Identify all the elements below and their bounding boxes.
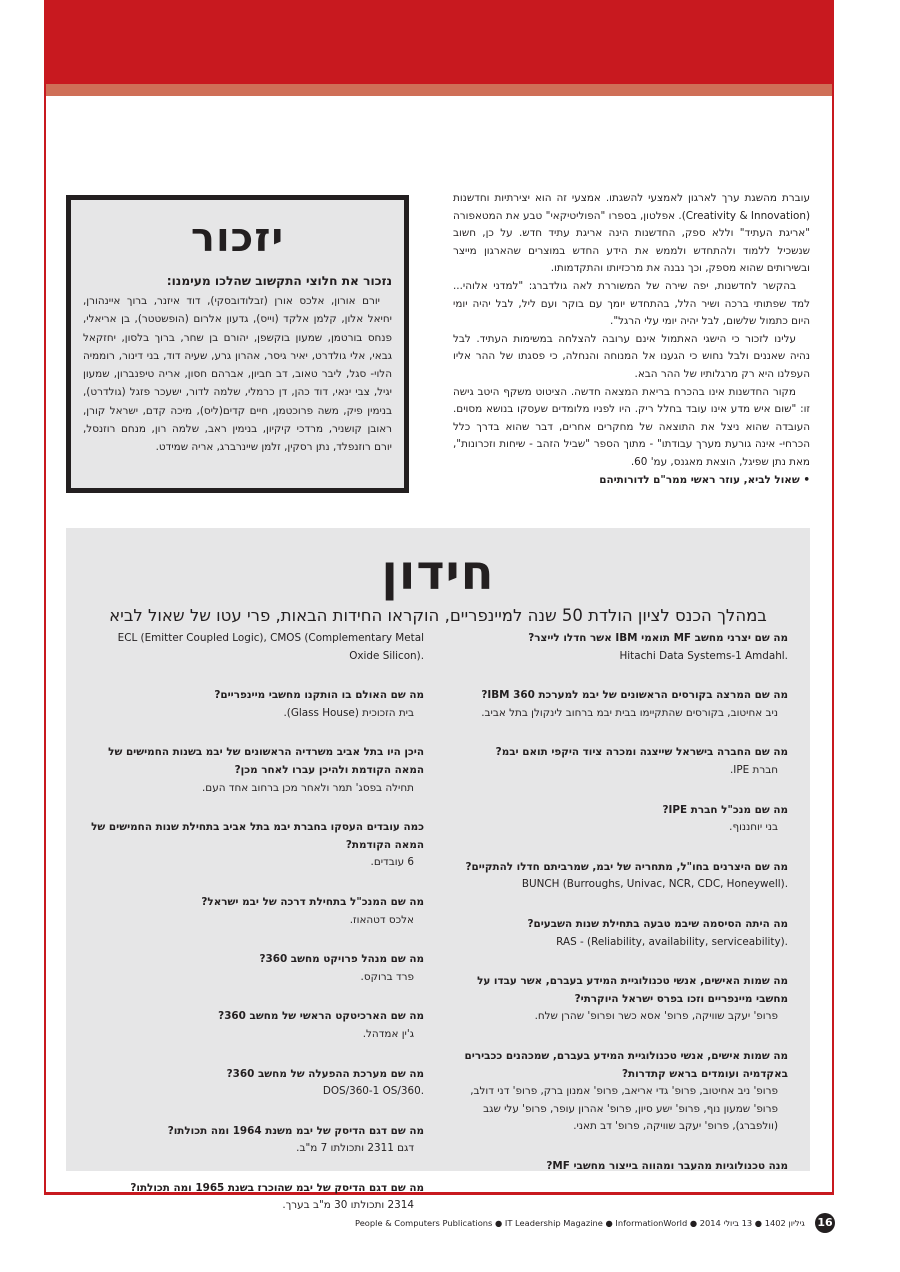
quiz-item [88,1123,424,1158]
quiz-item [88,1180,424,1215]
quiz-question: מה שם דגם הדיסק של יבמ שהוכרז בשנת 1965 ומה תכולתו? [130,1181,424,1194]
quiz-answer: דגם 2311 ותכולתו 7 מ"ב. [296,1142,414,1155]
quiz-question: מה שמות האישים, אנשי טכנולוגיית המידע בעברם, אשר עבדו על מחשבי מיינפריים וזכו בפרס ישראל היוקרתי? [477,975,788,1005]
article-text [453,190,810,489]
quiz-item [452,1158,788,1176]
quiz-box [66,528,810,1212]
quiz-item [452,1048,788,1136]
quiz-answer: פרופ' ניב אחיטוב, פרופ' גדי אריאב, פרופ' אמנון ברק, פרופ' דני דולב, פרופ' שמעון נוף, פרופ' ישע סיון, פרופ' אהרון עופר, פרופ' עלי שגב (וולפברג), פרופ' יעקב שוויקה, פרופ' דב תאני. [470,1085,778,1133]
quiz-answer: RAS - (Reliability, availability, serviceability). [556,935,788,948]
quiz-answer: ניב אחיטוב, בקורסים שהתקיימו בבית יבמ ברחוב לינקולן בתל אביב. [481,706,778,719]
quiz-item [452,744,788,779]
article-paragraph: מקור החדשנות אינו בהכרח בריאת המצאה חדשה. הציטוט משקף היטב גישה זו: "שום איש מדע אינו עובד בחלל ריק. היו לפניו מלומדים שעסקו בנושא מסוים. העובדה שהוא ניצל את התוצאה של מחקרים אחרים, דבר שהוא בדרך כלל הכרחי- אינה גורעת מערך עבודתו" - מתוך הספר "שביל הזהב - שיחות וזכרונות", מאת נתן שפיגל, הוצאת מאגנס, עמ' 60. [453,385,810,468]
quiz-question: מה שם החברה בישראל שייצגה ומכרה ציוד היקפי תואם יבמ? [495,746,788,759]
quiz-answer: אלכס דטהאוז. [349,913,414,926]
quiz-answer: פרד ברוקס. [360,970,414,983]
quiz-answer: חברת IPE. [729,763,778,776]
quiz-question: מה שם מערכת ההפעלה של מחשב 360? [226,1067,424,1080]
quiz-question: מה שם מנהל פרויקט מחשב 360? [259,953,424,966]
article-paragraph: עוברת מהשגת ערך לארגון לאמצעי להשגתו. אמצעי זה הוא יצירתיות וחדשנות (Creativity & Innovation). אפלטון, בספרו "הפוליטיקאי" טבע את המטאפורה "אריגת העתיד" וללא ספק, החדשנות הינה אריגת עתיד חדש. על כן, חשוב שנשכיל ללמוד ולהתחדש ולממש את הידע החדש במוצרים שהארגון מייצר ובשירותים שהוא מספק, וכך נבנה את מרכזיותו והתקדמותו. [453,192,811,275]
top-accent-stripe [44,84,834,96]
quiz-item [452,630,788,665]
quiz-right-column [452,630,788,1197]
quiz-answer: BUNCH (Burroughs, Univac, NCR, CDC, Honeywell). [521,878,788,891]
quiz-answer: 6 עובדים. [370,856,414,869]
quiz-answer: פרופ' יעקב שוויקה, פרופ' אסא כשר ופרופ' שהרן שלח. [534,1010,778,1023]
quiz-question: היכן היו בתל אביב משרדיה הראשונים של יבמ בשנות החמישים של המאה הקודמת ולהיכן עברו לאחר מכן? [108,746,424,776]
quiz-answer: Hitachi Data Systems-1 Amdahl. [619,649,788,662]
footer-text: People & Computers Publications ● IT Leadership Magazine ● InformationWorld ● 2014 גיליון 1402 ● 13 ביולי [355,1218,805,1228]
article-byline: • שאול לביא, עוזר ראשי ממר"ם לדורותיהם [599,473,810,486]
quiz-question: מה שם מנכ"ל חברת IPE? [662,803,788,816]
quiz-question: מנה טכנולוגיות מהעבר ומהווה בייצור מחשבי MF? [546,1159,788,1172]
quiz-item [88,819,424,872]
quiz-item [88,630,424,665]
quiz-answer: ECL (Emitter Coupled Logic), CMOS (Complementary Metal Oxide Silicon). [117,632,424,662]
quiz-answer: 2314 ותכולתו 30 מ"ב בערך. [282,1199,414,1212]
quiz-item [452,687,788,722]
quiz-question: מה שם היצרנים בחו"ל, מתחריה של יבמ, שמרביתם חדלו להתקיים? [465,860,788,873]
quiz-item [88,1008,424,1043]
quiz-item [88,894,424,929]
quiz-answer: תחילה בפסג' תמר ולאחר מכן ברחוב אחד העם. [202,781,414,794]
quiz-question: מה שם האולם בו הותקנו מחשבי מיינפריים? [214,689,424,702]
quiz-answer: DOS/360-1 OS/360. [322,1085,424,1098]
quiz-question: מה שמות אישים, אנשי טכנולוגיית המידע בעברם, שמכהנים ככבירים באקדמיה ועומדים בראש קתדרות? [464,1049,788,1080]
quiz-item [452,802,788,837]
quiz-question: מה שם הארכיטקט הראשי של מחשב 360? [218,1010,424,1023]
quiz-item [452,973,788,1026]
quiz-item [88,951,424,986]
quiz-item [88,1066,424,1101]
quiz-item [452,916,788,951]
quiz-answer: ג'ין אמדהל. [362,1027,414,1040]
page-frame-left [44,84,46,1194]
quiz-question: מה שם המנכ"ל בתחילת דרכה של יבמ ישראל? [201,895,424,908]
page-frame-right [832,84,834,1194]
quiz-question: מה שם דגם הדיסק של יבמ משנת 1964 ומה תכולתו? [167,1124,424,1137]
quiz-item [88,687,424,722]
quiz-subtitle: במהלך הכנס לציון הולדת 50 שנה למיינפריים, הוקראו החידות הבאות, פרי עטו של שאול לביא [109,606,767,625]
quiz-item [452,859,788,894]
memorial-box [66,195,409,493]
page-number: 16 [815,1213,835,1233]
memorial-names: יורם אורון, אלכס אורן (זבלודובסקי), דוד איזנר, ברוך איינהורן, יחיאל אלון, קלמן אלקד (וייס), גדעון אלרום (הופשטטר), בן אריאלי, פנחס בורטמן, שמעון בוקשפן, יהורם בן שחר, ברוך בלסון, יחזקאל גבאי, אלי גולדרט, יאיר גיסר, אהרון גרע, שעיה דוד, בני דינור, רוממיה הלוי- סגל, ליבר טאוב, דב חביון, אברהם חסון, אריה טיפנברון, שמעון יגיל, צבי ינאי, דוד כהן, דן כרמלי, שלמה לדור, ישעכר פזגל (גולדרט), בנימין פיק, משה פרוכטמן, חיים קדים(ליס), מיכה קדם, ישראל קורן, ראובן קושניר, מרדכי קיקיון, בנימין ראב, שלמה רון, מנחם רוזנסל, יורם רוזנפלד, נתן רסקין, זלמן שיינרברג, אריה שמידט. [83,295,392,454]
quiz-question: מה שם יצרני מחשב MF תואמי IBM אשר חדלו לייצר? [528,632,788,644]
quiz-answer: בית הזכוכית (Glass House). [283,706,414,719]
quiz-left-column [88,630,424,1237]
memorial-subtitle: נזכור את חלוצי התקשוב שהלכו מעימנו: [166,274,392,288]
quiz-title: חידון [381,545,495,601]
quiz-answer: בני יוחננוף. [729,821,778,834]
quiz-question: כמה עובדים העסקו בחברת יבמ בתל אביב בתחילת שנות החמישים של המאה הקודמת? [91,821,424,851]
quiz-item [88,744,424,797]
top-color-band [44,0,834,84]
page-footer [355,1212,835,1238]
memorial-title: יזכור [190,215,285,261]
article-paragraph: בהקשר לחדשנות, יפה שירה של המשוררת לאה גולדברג: "למדני אלוהי... למד שפתותי ברכה ושיר הלל, בהתחדש יומך עם בוקר ועם ליל, לבל יהיה יומי היום כתמול שלשום, לבל יהיה יומי עלי הרגל". [453,279,810,328]
quiz-question: מה היתה הסיסמה שיבמ טבעה בתחילת שנות השבעים? [527,917,788,930]
quiz-question: מה שם המרצה בקורסים הראשונים של יבמ למערכת IBM 360? [481,689,788,702]
article-paragraph: עלינו לזכור כי הישגי האתמול אינם ערובה להצלחה במשימות העתיד. לבל נהיה שאננים ולבל נחוש כי הגענו אל המנוחה והנחלה, כי פסגתו של ההר אליו העפלנו היא רק מרגלותיו של ההר הבא. [453,332,810,380]
